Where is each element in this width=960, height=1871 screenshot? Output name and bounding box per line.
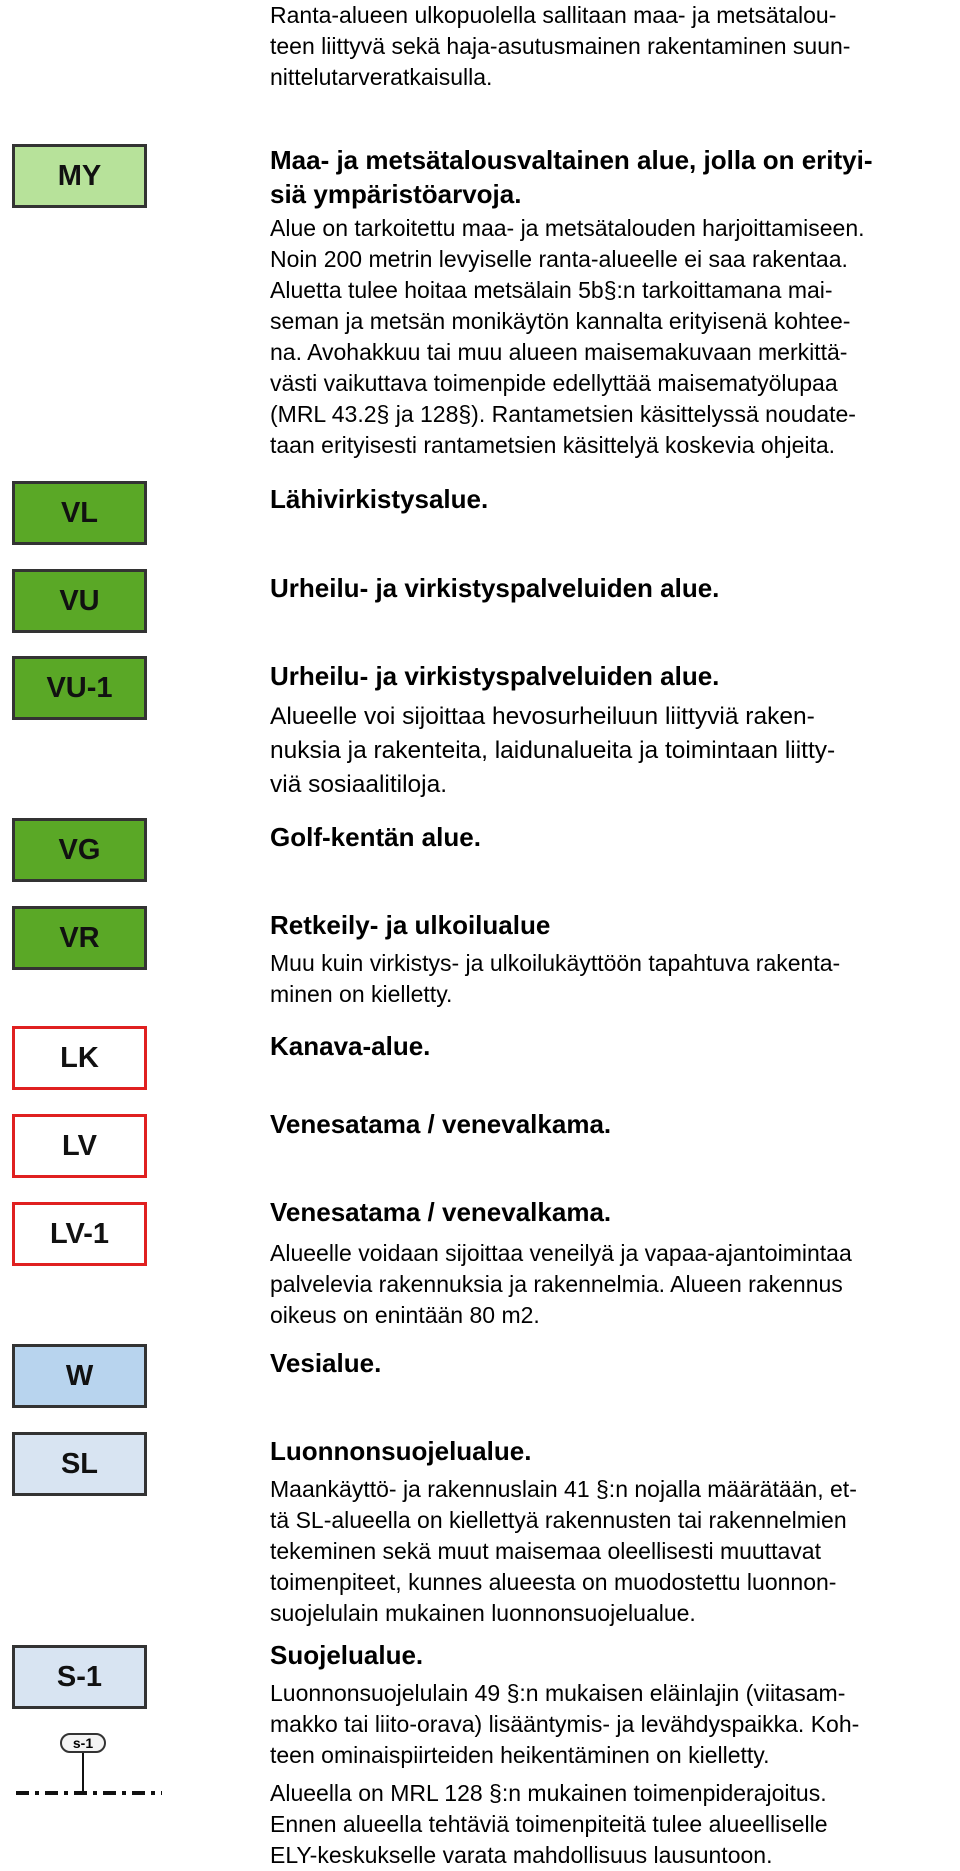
restriction-description: Alueella on MRL 128 §:n mukainen toimenpiderajoitus. Ennen alueella tehtäviä toimenpiteitä tulee alueelliselle ELY-keskukselle varata mahdollisuus lausuntoon. xyxy=(270,1780,828,1868)
legend-description-my: Alue on tarkoitettu maa- ja metsätalouden harjoittamiseen. Noin 200 metrin levyiselle ranta-alueelle ei saa rakentaa. Aluetta tulee hoitaa metsälain 5b§:n tarkoittamana mai- seman ja metsän monikäytön kannalta erityisenä kohtee- na. Avohakkuu tai muu alueen maisemakuvaan merkittä- västi vaikuttava toimenpide edellyttää maisematyölupaa (MRL 43.2§ ja 128§). Rantametsien käsittelyssä noudate- taan erityisesti rantametsien käsittelyä koskevia ohjeita. xyxy=(270,215,865,458)
legend-title-vl: Lähivirkistysalue. xyxy=(270,484,489,514)
legend-description-sl: Maankäyttö- ja rakennuslain 41 §:n nojalla määrätään, et- tä SL-alueella on kiellettyä rakennusten tai rakennelmien tekeminen sekä muut maisemaa oleellisesti muuttavat toimenpiteet, kunnes alueesta on muodostettu luonnon- suojelulain mukainen luonnonsuojelualue. xyxy=(270,1476,857,1626)
legend-title-vu: Urheilu- ja virkistyspalveluiden alue. xyxy=(270,573,720,603)
legend-description-vu-1: Alueelle voi sijoittaa hevosurheiluun liittyviä raken- nuksia ja rakenteita, laidunalueita ja toimintaan liitty- viä sosiaalitiloja. xyxy=(270,703,836,798)
intro-paragraph xyxy=(270,0,850,93)
legend-box-w: W xyxy=(12,1344,147,1408)
legend-title-my: Maa- ja metsätalousvaltainen alue, jolla on erityi- siä ympäristöarvoja. xyxy=(270,145,873,209)
legend-title-vr: Retkeily- ja ulkoilualue xyxy=(270,910,551,940)
legend-box-vl: VL xyxy=(12,481,147,545)
legend-box-s-1: S-1 xyxy=(12,1645,147,1709)
legend-box-vu: VU xyxy=(12,569,147,633)
legend-box-sl: SL xyxy=(12,1432,147,1496)
legend-title-lk: Kanava-alue. xyxy=(270,1031,431,1061)
legend-box-vu-1: VU-1 xyxy=(12,656,147,720)
intro-line: Ranta-alueen ulkopuolella sallitaan maa- ja metsätalou- xyxy=(270,2,837,28)
legend-box-vg: VG xyxy=(12,818,147,882)
legend-title-s-1: Suojelualue. xyxy=(270,1640,424,1670)
legend-title-vg: Golf-kentän alue. xyxy=(270,822,481,852)
legend-title-w: Vesialue. xyxy=(270,1348,382,1378)
legend-title-sl: Luonnonsuojelualue. xyxy=(270,1436,532,1466)
legend-title-lv-1: Venesatama / venevalkama. xyxy=(270,1197,612,1227)
legend-box-my: MY xyxy=(12,144,147,208)
legend-box-lk: LK xyxy=(12,1026,147,1090)
legend-description-s-1: Luonnonsuojelulain 49 §:n mukaisen eläinlajin (viitasam- makko tai liito-orava) lisääntymis- ja levähdyspaikka. Koh- teen ominaispiirteiden heikentäminen on kielletty. xyxy=(270,1680,860,1768)
legend-title-vu-1: Urheilu- ja virkistyspalveluiden alue. xyxy=(270,661,720,691)
intro-line: teen liittyvä sekä haja-asutusmainen rakentaminen suun- xyxy=(270,33,851,59)
legend-box-lv: LV xyxy=(12,1114,147,1178)
intro-line: nittelutarveratkaisulla. xyxy=(270,64,493,90)
legend-box-lv-1: LV-1 xyxy=(12,1202,147,1266)
legend-title-lv: Venesatama / venevalkama. xyxy=(270,1109,612,1139)
legend-description-vr: Muu kuin virkistys- ja ulkoilukäyttöön tapahtuva rakenta- minen on kielletty. xyxy=(270,950,841,1007)
s1-label-icon: s-1 xyxy=(60,1733,106,1753)
legend-box-vr: VR xyxy=(12,906,147,970)
legend-description-lv-1: Alueelle voidaan sijoittaa veneilyä ja vapaa-ajantoimintaa palvelevia rakennuksia ja rakennelmia. Alueen rakennus oikeus on enintään 80 m2. xyxy=(270,1240,852,1328)
restriction-boundary-icon xyxy=(14,1750,164,1800)
